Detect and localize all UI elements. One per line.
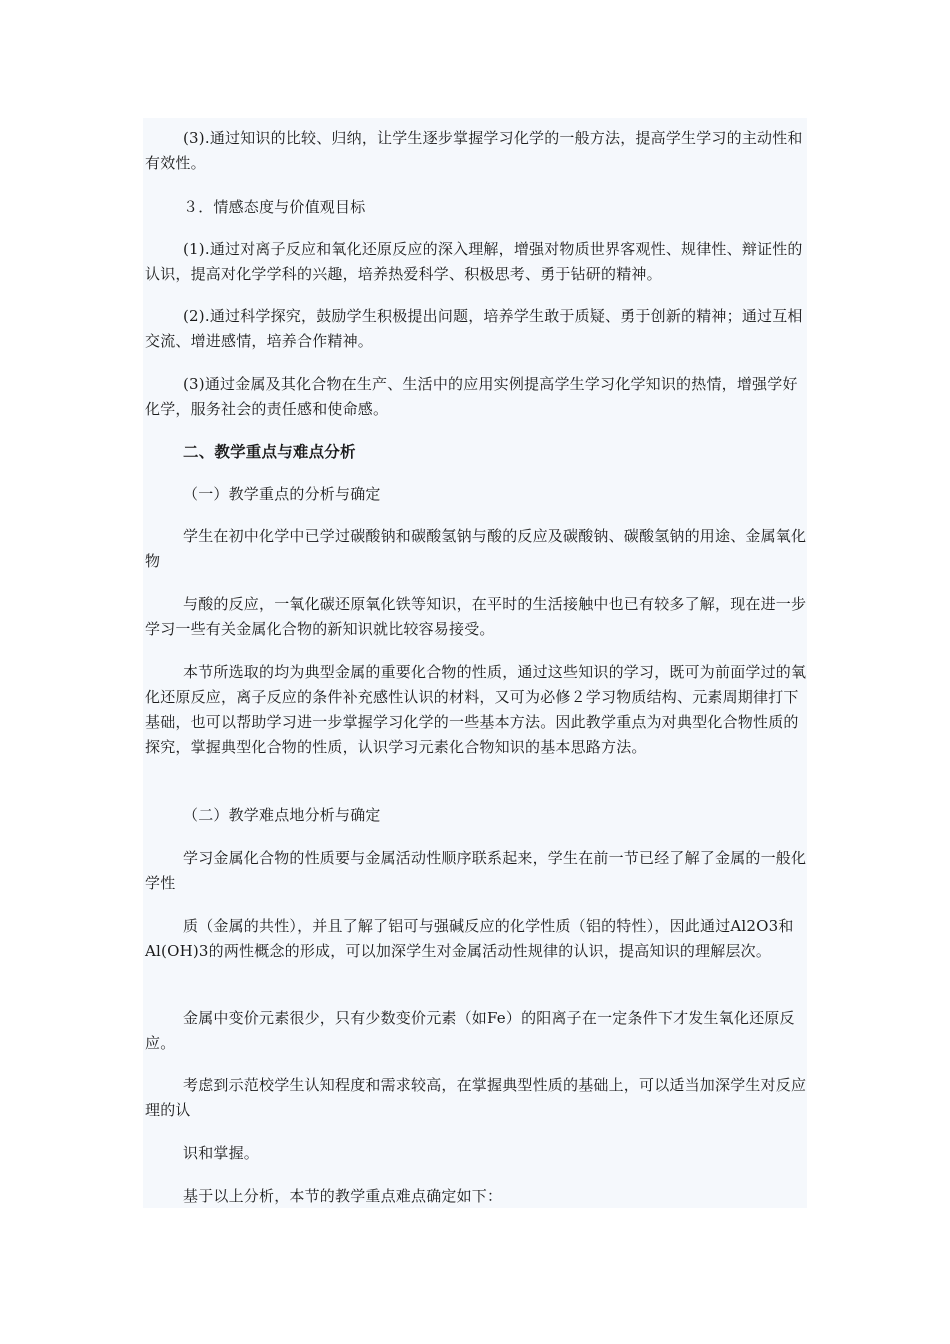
paragraph-emotion-goal-2: (2).通过科学探究，鼓励学生积极提出问题，培养学生敢于质疑、勇于创新的精神；通过互相交流、增进感情，培养合作精神。 <box>145 307 803 350</box>
paragraph-metal-activity: 学习金属化合物的性质要与金属活动性顺序联系起来，学生在前一节已经了解了金属的一般化学性 <box>145 849 807 892</box>
section-heading-emotion-goals: ３．情感态度与价值观目标 <box>183 198 366 216</box>
paragraph-ability-goal-3: (3).通过知识的比较、归纳，让学生逐步掌握学习化学的一般方法，提高学生学习的主动性和有效性。 <box>145 129 803 172</box>
paragraph-acid-reaction: 与酸的反应，一氧化碳还原氧化铁等知识，在平时的生活接触中也已有较多了解，现在进一步学习一些有关金属化合物的新知识就比较容易接受。 <box>145 595 807 638</box>
paragraph-variable-valence: 金属中变价元素很少，只有少数变价元素（如Fe）的阳离子在一定条件下才发生氧化还原反应。 <box>145 1009 795 1052</box>
subheading-difficult-points: （二）教学难点地分析与确定 <box>183 806 381 824</box>
subheading-key-points: （一）教学重点的分析与确定 <box>183 485 381 503</box>
section-heading-key-difficult-points: 二、教学重点与难点分析 <box>183 443 356 461</box>
paragraph-section-content: 本节所选取的均为典型金属的重要化合物的性质，通过这些知识的学习，既可为前面学过的氧化还原反应，离子反应的条件补充感性认识的材料，又可为必修２学习物质结构、元素周期律打下基础，也可以帮助学习进一步掌握学习化学的一些基本方法。因此教学重点为对典型化合物性质的探究，掌握典型化合物的性质，认识学习元素化合物知识的基本思路方法。 <box>145 663 807 756</box>
paragraph-prior-knowledge: 学生在初中化学中已学过碳酸钠和碳酸氢钠与酸的反应及碳酸钠、碳酸氢钠的用途、金属氧化物 <box>145 527 807 570</box>
paragraph-amphoteric: 质（金属的共性），并且了解了铝可与强碱反应的化学性质（铝的特性），因此通过Al2O3和Al(OH)3的两性概念的形成，可以加深学生对金属活动性规律的认识，提高知识的理解层次。 <box>145 917 794 960</box>
paragraph-conclusion: 基于以上分析，本节的教学重点难点确定如下： <box>183 1187 503 1205</box>
paragraph-student-level: 考虑到示范校学生认知程度和需求较高，在掌握典型性质的基础上，可以适当加深学生对反应理的认 <box>145 1076 807 1119</box>
paragraph-emotion-goal-3: (3)通过金属及其化合物在生产、生活中的应用实例提高学生学习化学知识的热情，增强学好化学，服务社会的责任感和使命感。 <box>145 375 798 418</box>
paragraph-mastery: 识和掌握。 <box>183 1144 260 1162</box>
paragraph-emotion-goal-1: (1).通过对离子反应和氧化还原反应的深入理解，增强对物质世界客观性、规律性、辩证性的认识，提高对化学学科的兴趣，培养热爱科学、积极思考、勇于钻研的精神。 <box>145 240 803 283</box>
